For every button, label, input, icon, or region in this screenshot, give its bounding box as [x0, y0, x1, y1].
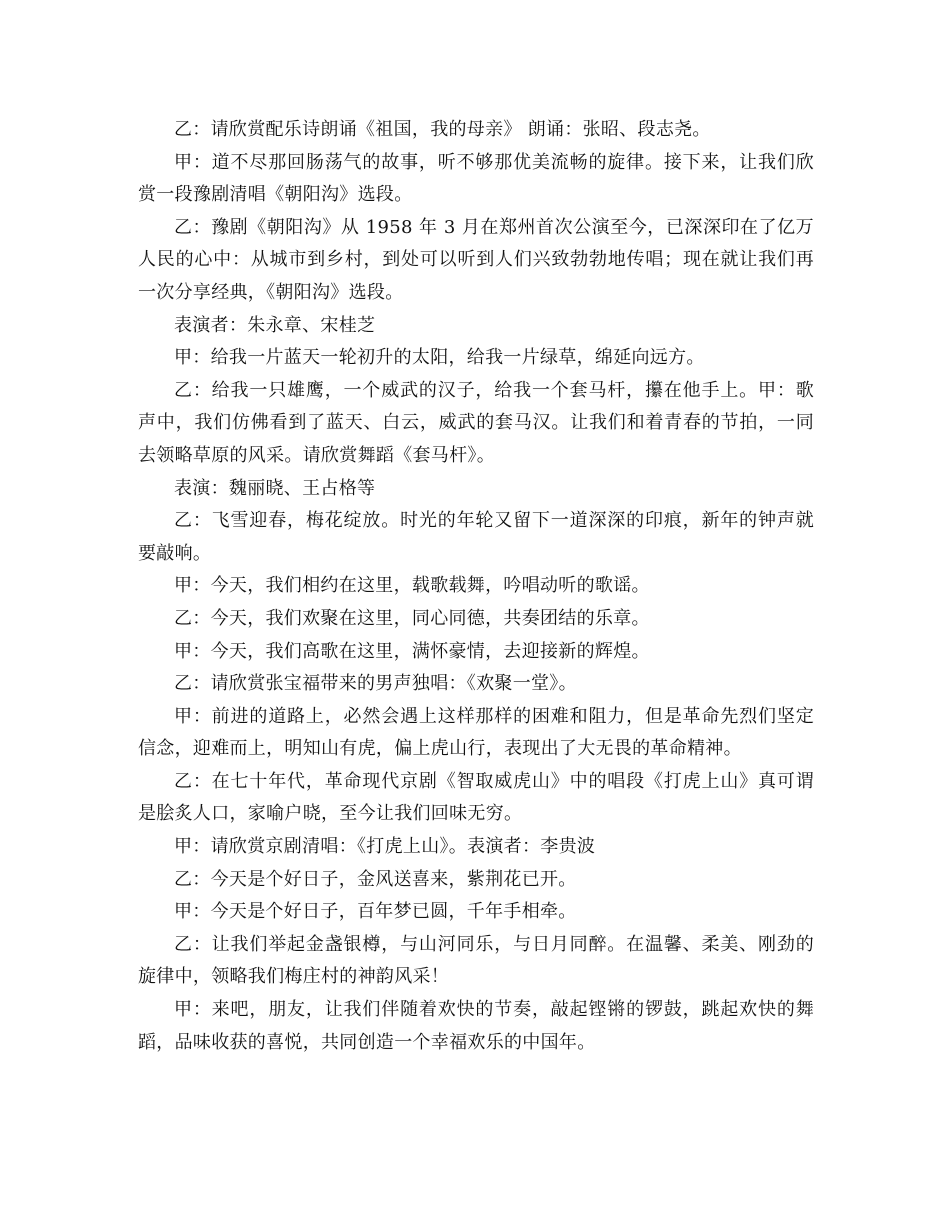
paragraph: 乙：今天是个好日子，金风送喜来，紫荆花已开。 — [174, 868, 577, 890]
paragraph: 表演者：朱永章、宋桂芝 — [174, 314, 376, 336]
paragraph: 甲：今天，我们高歌在这里，满怀豪情，去迎接新的辉煌。 — [174, 640, 650, 662]
paragraph: 甲：来吧，朋友，让我们伴随着欢快的节奏，敲起铿锵的锣鼓，跳起欢快的舞蹈，品味收获的喜悦，共同创造一个幸福欢乐的中国年。 — [138, 999, 814, 1053]
paragraph: 甲：道不尽那回肠荡气的故事，听不够那优美流畅的旋律。接下来，让我们欣赏一段豫剧清唱《朝阳沟》选段。 — [138, 151, 814, 206]
paragraph: 乙：豫剧《朝阳沟》从 1958 年 3 月在郑州首次公演至今，已深深印在了亿万人民的心中：从城市到乡村，到处可以听到人们兴致勃勃地传唱；现在就让我们再一次分享经典，《朝阳沟》选段。 — [138, 216, 814, 303]
paragraph: 乙：给我一只雄鹰，一个威武的汉子，给我一个套马杆，攥在他手上。甲：歌声中，我们仿佛看到了蓝天、白云，威武的套马汉。让我们和着青春的节拍，一同去领略草原的风采。请欣赏舞蹈《套马杆》。 — [138, 379, 814, 466]
paragraph: 乙：请欣赏张宝福带来的男声独唱：《欢聚一堂》。 — [174, 673, 577, 695]
paragraph: 乙：请欣赏配乐诗朗诵《祖国，我的母亲》 朗诵：张昭、段志尧。 — [174, 119, 711, 140]
paragraph: 乙：在七十年代，革命现代京剧《智取威虎山》中的唱段《打虎上山》真可谓是脍炙人口，家喻户晓，至今让我们回味无穷。 — [138, 770, 814, 825]
paragraph: 乙：今天，我们欢聚在这里，同心同德，共奏团结的乐章。 — [174, 607, 650, 629]
paragraph: 乙：飞雪迎春，梅花绽放。时光的年轮又留下一道深深的印痕，新年的钟声就要敲响。 — [138, 510, 814, 564]
paragraph: 甲：今天是个好日子，百年梦已圆，千年手相牵。 — [174, 901, 577, 923]
paragraph: 甲：给我一片蓝天一轮初升的太阳，给我一片绿草，绵延向远方。 — [174, 347, 705, 369]
paragraph: 乙：让我们举起金盏银樽，与山河同乐，与日月同醉。在温馨、柔美、刚劲的旋律中，领略我们梅庄村的神韵风采！ — [138, 933, 814, 988]
paragraph: 甲：今天，我们相约在这里，载歌载舞，吟唱动听的歌谣。 — [174, 575, 650, 597]
paragraph: 甲：请欣赏京剧清唱：《打虎上山》。表演者：李贵波 — [174, 836, 596, 858]
document-body — [138, 114, 814, 1059]
paragraph: 表演：魏丽晓、王占格等 — [174, 477, 376, 499]
paragraph: 甲：前进的道路上，必然会遇上这样那样的困难和阻力，但是革命先烈们坚定信念，迎难而上，明知山有虎，偏上虎山行，表现出了大无畏的革命精神。 — [138, 705, 814, 760]
